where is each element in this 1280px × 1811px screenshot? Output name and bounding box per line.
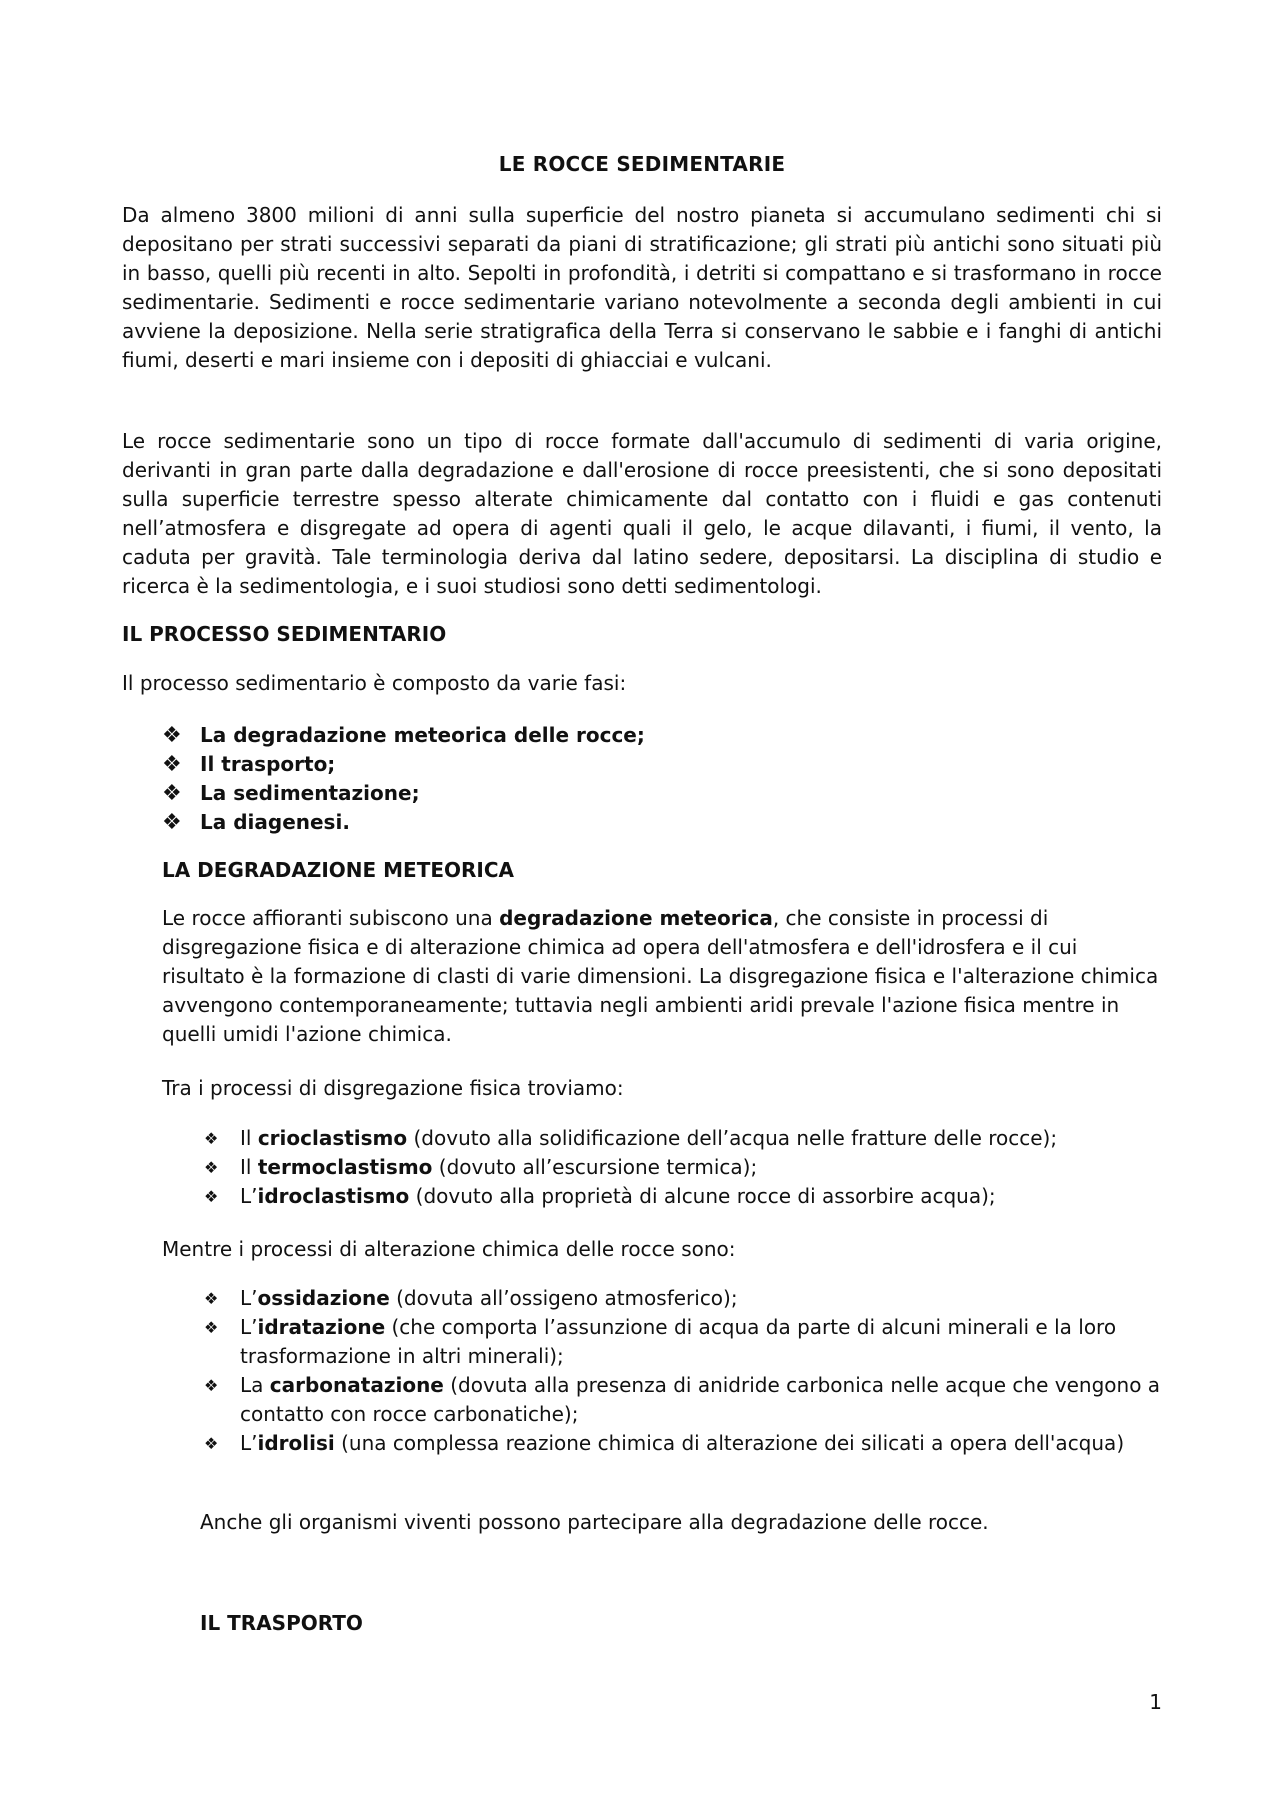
bullet-icon: ❖ [204,1289,219,1308]
bullet-icon: ❖ [204,1376,219,1395]
list-item: ❖ La sedimentazione; [162,781,420,806]
bullet-icon: ❖ [162,781,182,806]
bullet-icon: ❖ [162,810,182,835]
bullet-icon: ❖ [204,1187,219,1206]
phases-list [162,721,1162,837]
physical-intro: Tra i processi di disgregazione fisica troviamo: [162,1076,624,1100]
intro-paragraph-1: Da almeno 3800 milioni di anni sulla superficie del nostro pianeta si accumulano sedimenti chi si depositano per strati successivi separati da piani di stratificazione; gli strati più antichi sono situati più in basso, quelli più recenti in alto. Sepolti in profondità, i detriti si compattano e si trasformano in rocce sedimentarie. Sedimenti e rocce sedimentarie variano notevolmente a seconda degli ambienti in cui avviene la deposizione. Nella serie stratigrafica della Terra si conservano le sabbie e i fanghi di antichi fiumi, deserti e mari insieme con i depositi di ghiacciai e vulcani. [122,203,1162,372]
list-item: ❖ L’ossidazione (dovuta all’ossigeno atmosferico); [202,1284,1162,1313]
list-item: ❖ La degradazione meteorica delle rocce; [162,723,645,748]
section-heading-degradazione: LA DEGRADAZIONE METEORICA [162,858,515,882]
intro-paragraph-2: Le rocce sedimentarie sono un tipo di rocce formate dall'accumulo di sedimenti di varia origine, derivanti in gran parte dalla degradazione e dall'erosione di rocce preesistenti, che si sono depositati sulla superficie terrestre spesso alterate chimicamente dal contatto con i fluidi e gas contenuti nell’atmosfera e disgregate ad opera di agenti quali il gelo, le acque dilavanti, i fiumi, il vento, la caduta per gravità. Tale terminologia deriva dal latino sedere, depositarsi. La disciplina di studio e ricerca è la sedimentologia, e i suoi studiosi sono detti sedimentologi. [122,429,1162,598]
physical-processes-list [202,1124,1162,1211]
chemical-processes-list [202,1284,1162,1458]
process-intro: Il processo sedimentario è composto da varie fasi: [122,671,627,695]
chemical-intro: Mentre i processi di alterazione chimica delle rocce sono: [162,1237,736,1261]
list-item: ❖ L’idroclastismo (dovuto alla proprietà di alcune rocce di assorbire acqua); [202,1182,1162,1211]
list-item: ❖ La carbonatazione (dovuta alla presenza di anidride carbonica nelle acque che vengono a contatto con rocce carbonatiche); [204,1373,1161,1426]
section-heading-trasporto: IL TRASPORTO [200,1611,363,1635]
bullet-icon: ❖ [204,1129,219,1148]
bullet-icon: ❖ [204,1318,219,1337]
degradation-closing: Anche gli organismi viventi possono partecipare alla degradazione delle rocce. [200,1510,989,1534]
page-number: 1 [1149,1690,1162,1714]
bullet-icon: ❖ [162,752,182,777]
list-item: ❖ L’idrolisi (una complessa reazione chimica di alterazione dei silicati a opera dell'acqua) [202,1429,1162,1458]
list-item: ❖ Il termoclastismo (dovuto all’escursione termica); [202,1153,1162,1182]
bullet-icon: ❖ [204,1158,219,1177]
document-page [122,0,1162,1811]
list-item: ❖ L’idratazione (che comporta l’assunzione di acqua da parte di alcuni minerali e la loro trasformazione in altri minerali); [204,1315,1117,1368]
bullet-icon: ❖ [204,1434,219,1453]
document-title: LE ROCCE SEDIMENTARIE [498,152,786,176]
bullet-icon: ❖ [162,723,182,748]
section-heading-processo: IL PROCESSO SEDIMENTARIO [122,622,447,646]
list-item: ❖ Il trasporto; [162,752,336,777]
degradation-paragraph: Le rocce affioranti subiscono una degradazione meteorica, che consiste in processi di disgregazione fisica e di alterazione chimica ad opera dell'atmosfera e dell'idrosfera e il cui risultato è la formazione di clasti di varie dimensioni. La disgregazione fisica e l'alterazione chimica avvengono contemporaneamente; tuttavia negli ambienti aridi prevale l'azione fisica mentre in quelli umidi l'azione chimica. [162,906,1159,1046]
list-item: ❖ Il crioclastismo (dovuto alla solidificazione dell’acqua nelle fratture delle rocce); [202,1124,1162,1153]
list-item: ❖ La diagenesi. [162,810,350,835]
